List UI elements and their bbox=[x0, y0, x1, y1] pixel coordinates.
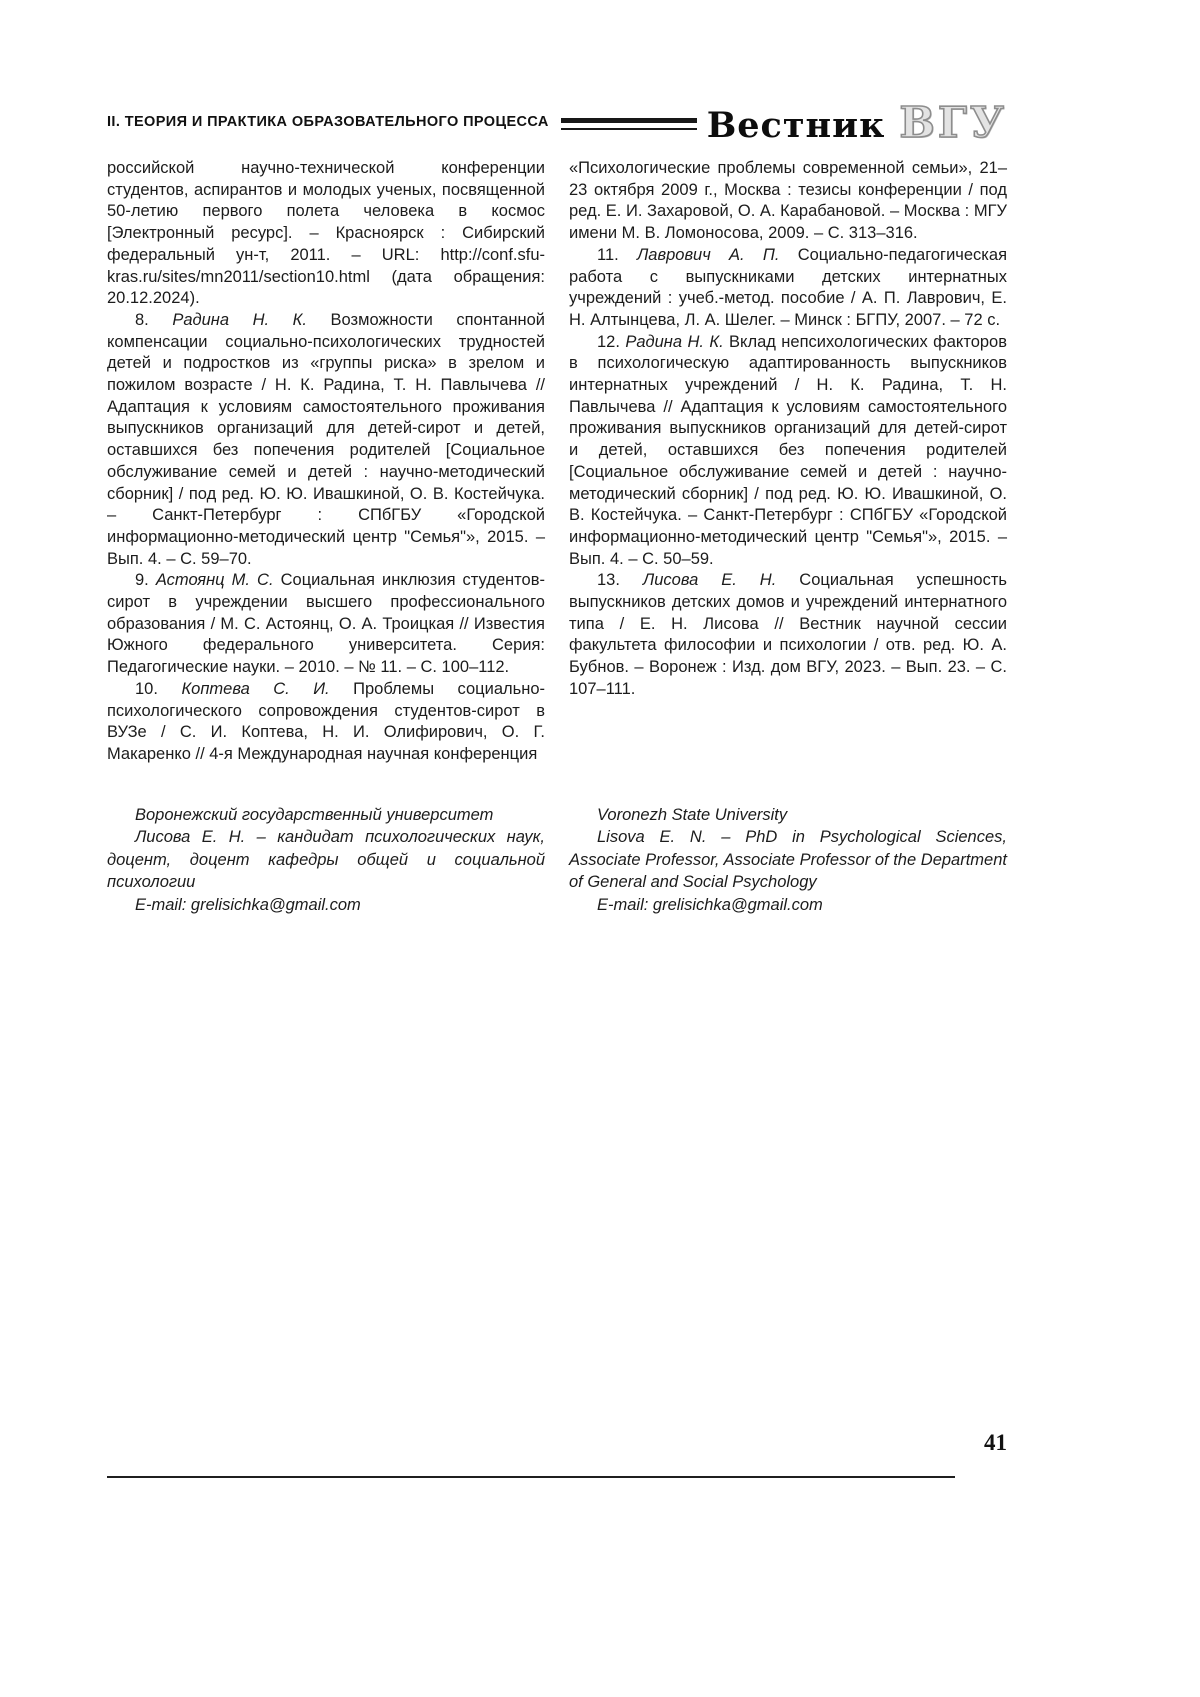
references-section bbox=[107, 158, 1007, 766]
page-number: 41 bbox=[984, 1430, 1007, 1455]
reference-item: 10. Коптева С. И. Проблемы социально-психологического сопровождения студентов-сирот в ВУЗе / С. И. Коптева, Н. И. Олифирович, О. Г. Макаренко // 4-я Международная научная конференция bbox=[107, 679, 546, 763]
page-header bbox=[107, 97, 1007, 147]
author-info-line: E-mail: grelisichka@gmail.com bbox=[597, 896, 823, 915]
reference-author: Лаврович А. П. bbox=[636, 245, 798, 264]
author-info-line: E-mail: grelisichka@gmail.com bbox=[135, 896, 361, 915]
reference-item: 13. Лисова Е. Н. Социальная успешность выпускников детских домов и учреждений интернатного типа / Е. Н. Лисова // Вестник научной сессии факультета философии и психологии / отв. ред. Ю. А. Бубнов. – Воронеж : Изд. дом ВГУ, 2023. – Вып. 23. – С. 107–111. bbox=[569, 571, 1007, 698]
reference-continuation: российской научно-технической конференции студентов, аспирантов и молодых ученых, посвященной 50-летию первого полета человека в космос [Электронный ресурс]. – Красноярск : Сибирский федеральный ун-т, 2011. – URL: http://conf.sfu-kras.ru/sites/mn2011/section10.html (дата обращения: 20.12.2024). bbox=[107, 159, 545, 308]
references-left-column bbox=[107, 158, 545, 766]
author-info-section bbox=[107, 804, 1007, 917]
author-info-line: Лисова Е. Н. – кандидат психологических наук, доцент, доцент кафедры общей и социальной психологии bbox=[107, 828, 545, 892]
reference-number: 8. bbox=[135, 310, 173, 329]
reference-item: 8. Радина Н. К. Возможности спонтанной компенсации социально-психологических трудностей детей и подростков из «группы риска» в зрелом и пожилом возрасте / Н. К. Радина, Т. Н. Павлычева // Адаптация к условиям самостоятельного проживания выпускников организаций для детей-сирот и детей, оставшихся без попечения родителей [Социальное обслуживание семей и детей : научно-методический сборник] / под ред. Ю. Ю. Ивашкиной, О. В. Костейчука. – Санкт-Петербург : СПбГБУ «Городской информационно-методический центр "Семья"», 2015. – Вып. 4. – С. 59–70. bbox=[107, 310, 545, 568]
reference-item: 12. Радина Н. К. Вклад непсихологических факторов в психологическую адаптированность выпускников интернатных учреждений / Н. К. Радина, Т. Н. Павлычева // Адаптация к условиям самостоятельного проживания выпускников организаций для детей-сирот и детей, оставшихся без попечения родителей [Социальное обслуживание семей и детей : научно-методический сборник] / под ред. Ю. Ю. Ивашкиной, О. В. Костейчука. – Санкт-Петербург : СПбГБУ «Городской информационно-методический центр "Семья"», 2015. – Вып. 4. – С. 50–59. bbox=[569, 332, 1007, 568]
reference-number: 12. bbox=[597, 332, 626, 351]
reference-author: Лисова Е. Н. bbox=[642, 571, 800, 590]
section-title: II. ТЕОРИЯ И ПРАКТИКА ОБРАЗОВАТЕЛЬНОГО ПРОЦЕССА bbox=[107, 114, 549, 130]
journal-logo-vestnik: Вестник bbox=[706, 104, 886, 146]
reference-number: 9. bbox=[135, 571, 156, 590]
footer-rule bbox=[107, 1476, 955, 1478]
reference-author: Астоянц М. С. bbox=[155, 571, 281, 590]
author-info-line: Lisova E. N. – PhD in Psychological Sciences, Associate Professor, Associate Professor of the Department of General and Social Psychology bbox=[569, 828, 1007, 892]
reference-author: Коптева С. И. bbox=[181, 679, 354, 698]
page-footer bbox=[107, 1430, 1007, 1480]
author-info-line: Воронежский государственный университет bbox=[135, 805, 494, 824]
reference-number: 11. bbox=[597, 245, 637, 264]
reference-number: 13. bbox=[597, 571, 643, 590]
reference-author: Радина Н. К. bbox=[625, 332, 730, 351]
journal-logo-vgu: ВГУ bbox=[899, 97, 1007, 147]
references-right-column bbox=[569, 158, 1007, 766]
reference-author: Радина Н. К. bbox=[172, 310, 331, 329]
author-info-russian bbox=[107, 804, 545, 917]
reference-item: 11. Лаврович А. П. Социально-педагогическая работа с выпускниками детских интернатных учреждений : учеб.-метод. пособие / А. П. Лаврович, Е. Н. Алтынцева, Л. А. Шелег. – Минск : БГПУ, 2007. – 72 с. bbox=[569, 245, 1007, 329]
author-info-english bbox=[569, 804, 1007, 917]
reference-item: 9. Астоянц М. С. Социальная инклюзия студентов-сирот в учреждении высшего профессионального образования / М. С. Астоянц, О. А. Троицкая // Известия Южного федерального университета. Серия: Педагогические науки. – 2010. – № 11. – С. 100–112. bbox=[107, 571, 545, 677]
author-info-line: Voronezh State University bbox=[597, 805, 788, 824]
reference-number: 10. bbox=[135, 679, 182, 698]
header-rule bbox=[561, 118, 697, 130]
journal-logo bbox=[707, 98, 1007, 147]
reference-continuation: «Психологические проблемы современной семьи», 21–23 октября 2009 г., Москва : тезисы конференции / под ред. Е. И. Захаровой, О. А. Карабановой. – Москва : МГУ имени М. В. Ломоносова, 2009. – С. 313–316. bbox=[569, 159, 1007, 243]
